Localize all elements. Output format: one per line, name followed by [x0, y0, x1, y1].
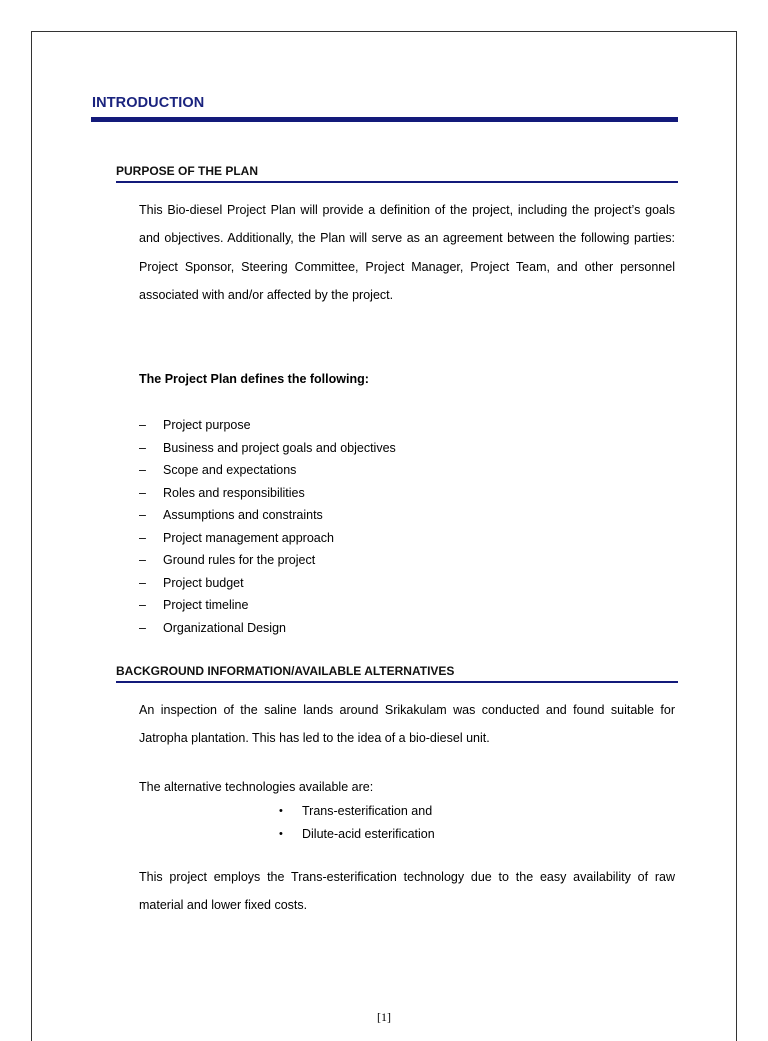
section-rule-purpose: [116, 181, 678, 183]
list-item: • Dilute-acid esterification: [277, 823, 435, 846]
section-rule-background: [116, 681, 678, 683]
dash-marker: –: [139, 575, 146, 590]
list-item: – Organizational Design: [139, 617, 396, 640]
dash-marker: –: [139, 530, 146, 545]
list-item: – Roles and responsibilities: [139, 482, 396, 505]
plan-definitions-list: [139, 414, 396, 639]
page-number: [1]: [377, 1010, 391, 1024]
section-title-purpose: PURPOSE OF THE PLAN: [116, 164, 259, 178]
list-item: – Project budget: [139, 572, 396, 595]
dash-marker: –: [139, 485, 146, 500]
heading-rule: [91, 117, 678, 122]
list-item: – Scope and expectations: [139, 459, 396, 482]
conclusion-paragraph: This project employs the Trans-esterification technology due to the easy availability of raw material and lower fixed costs.: [139, 870, 675, 913]
dash-marker: –: [139, 418, 146, 432]
list-item: • Trans-esterification and: [277, 800, 435, 823]
defines-label: The Project Plan defines the following:: [139, 372, 369, 386]
alternatives-label: The alternative technologies available are:: [139, 780, 374, 794]
list-item: – Business and project goals and objectives: [139, 437, 396, 460]
page-heading: INTRODUCTION: [92, 95, 205, 111]
list-item: – Ground rules for the project: [139, 549, 396, 572]
dash-marker: –: [139, 620, 146, 635]
list-item: – Project management approach: [139, 527, 396, 550]
bullet-marker: •: [279, 805, 283, 817]
background-paragraph: An inspection of the saline lands around Srikakulam was conducted and found suitable for Jatropha plantation. This has led to the idea of a bio-diesel unit.: [139, 703, 675, 746]
section-title-background: BACKGROUND INFORMATION/AVAILABLE ALTERNATIVES: [116, 664, 455, 678]
list-item: – Project purpose: [139, 414, 396, 437]
dash-marker: –: [139, 553, 146, 567]
purpose-paragraph: This Bio-diesel Project Plan will provide a definition of the project, including the project’s goals and objectives. Additionally, the Plan will serve as an agreement between the following parties: Project Sponsor, Steering Committee, Project Manager, Project Team, and other personnel associated with and/or affected by the project.: [139, 203, 675, 302]
list-item: – Project timeline: [139, 594, 396, 617]
list-item: – Assumptions and constraints: [139, 504, 396, 527]
dash-marker: –: [139, 508, 146, 522]
dash-marker: –: [139, 440, 146, 455]
dash-marker: –: [139, 598, 146, 612]
alternatives-list: [277, 800, 435, 846]
bullet-marker: •: [279, 828, 283, 840]
dash-marker: –: [139, 463, 146, 477]
